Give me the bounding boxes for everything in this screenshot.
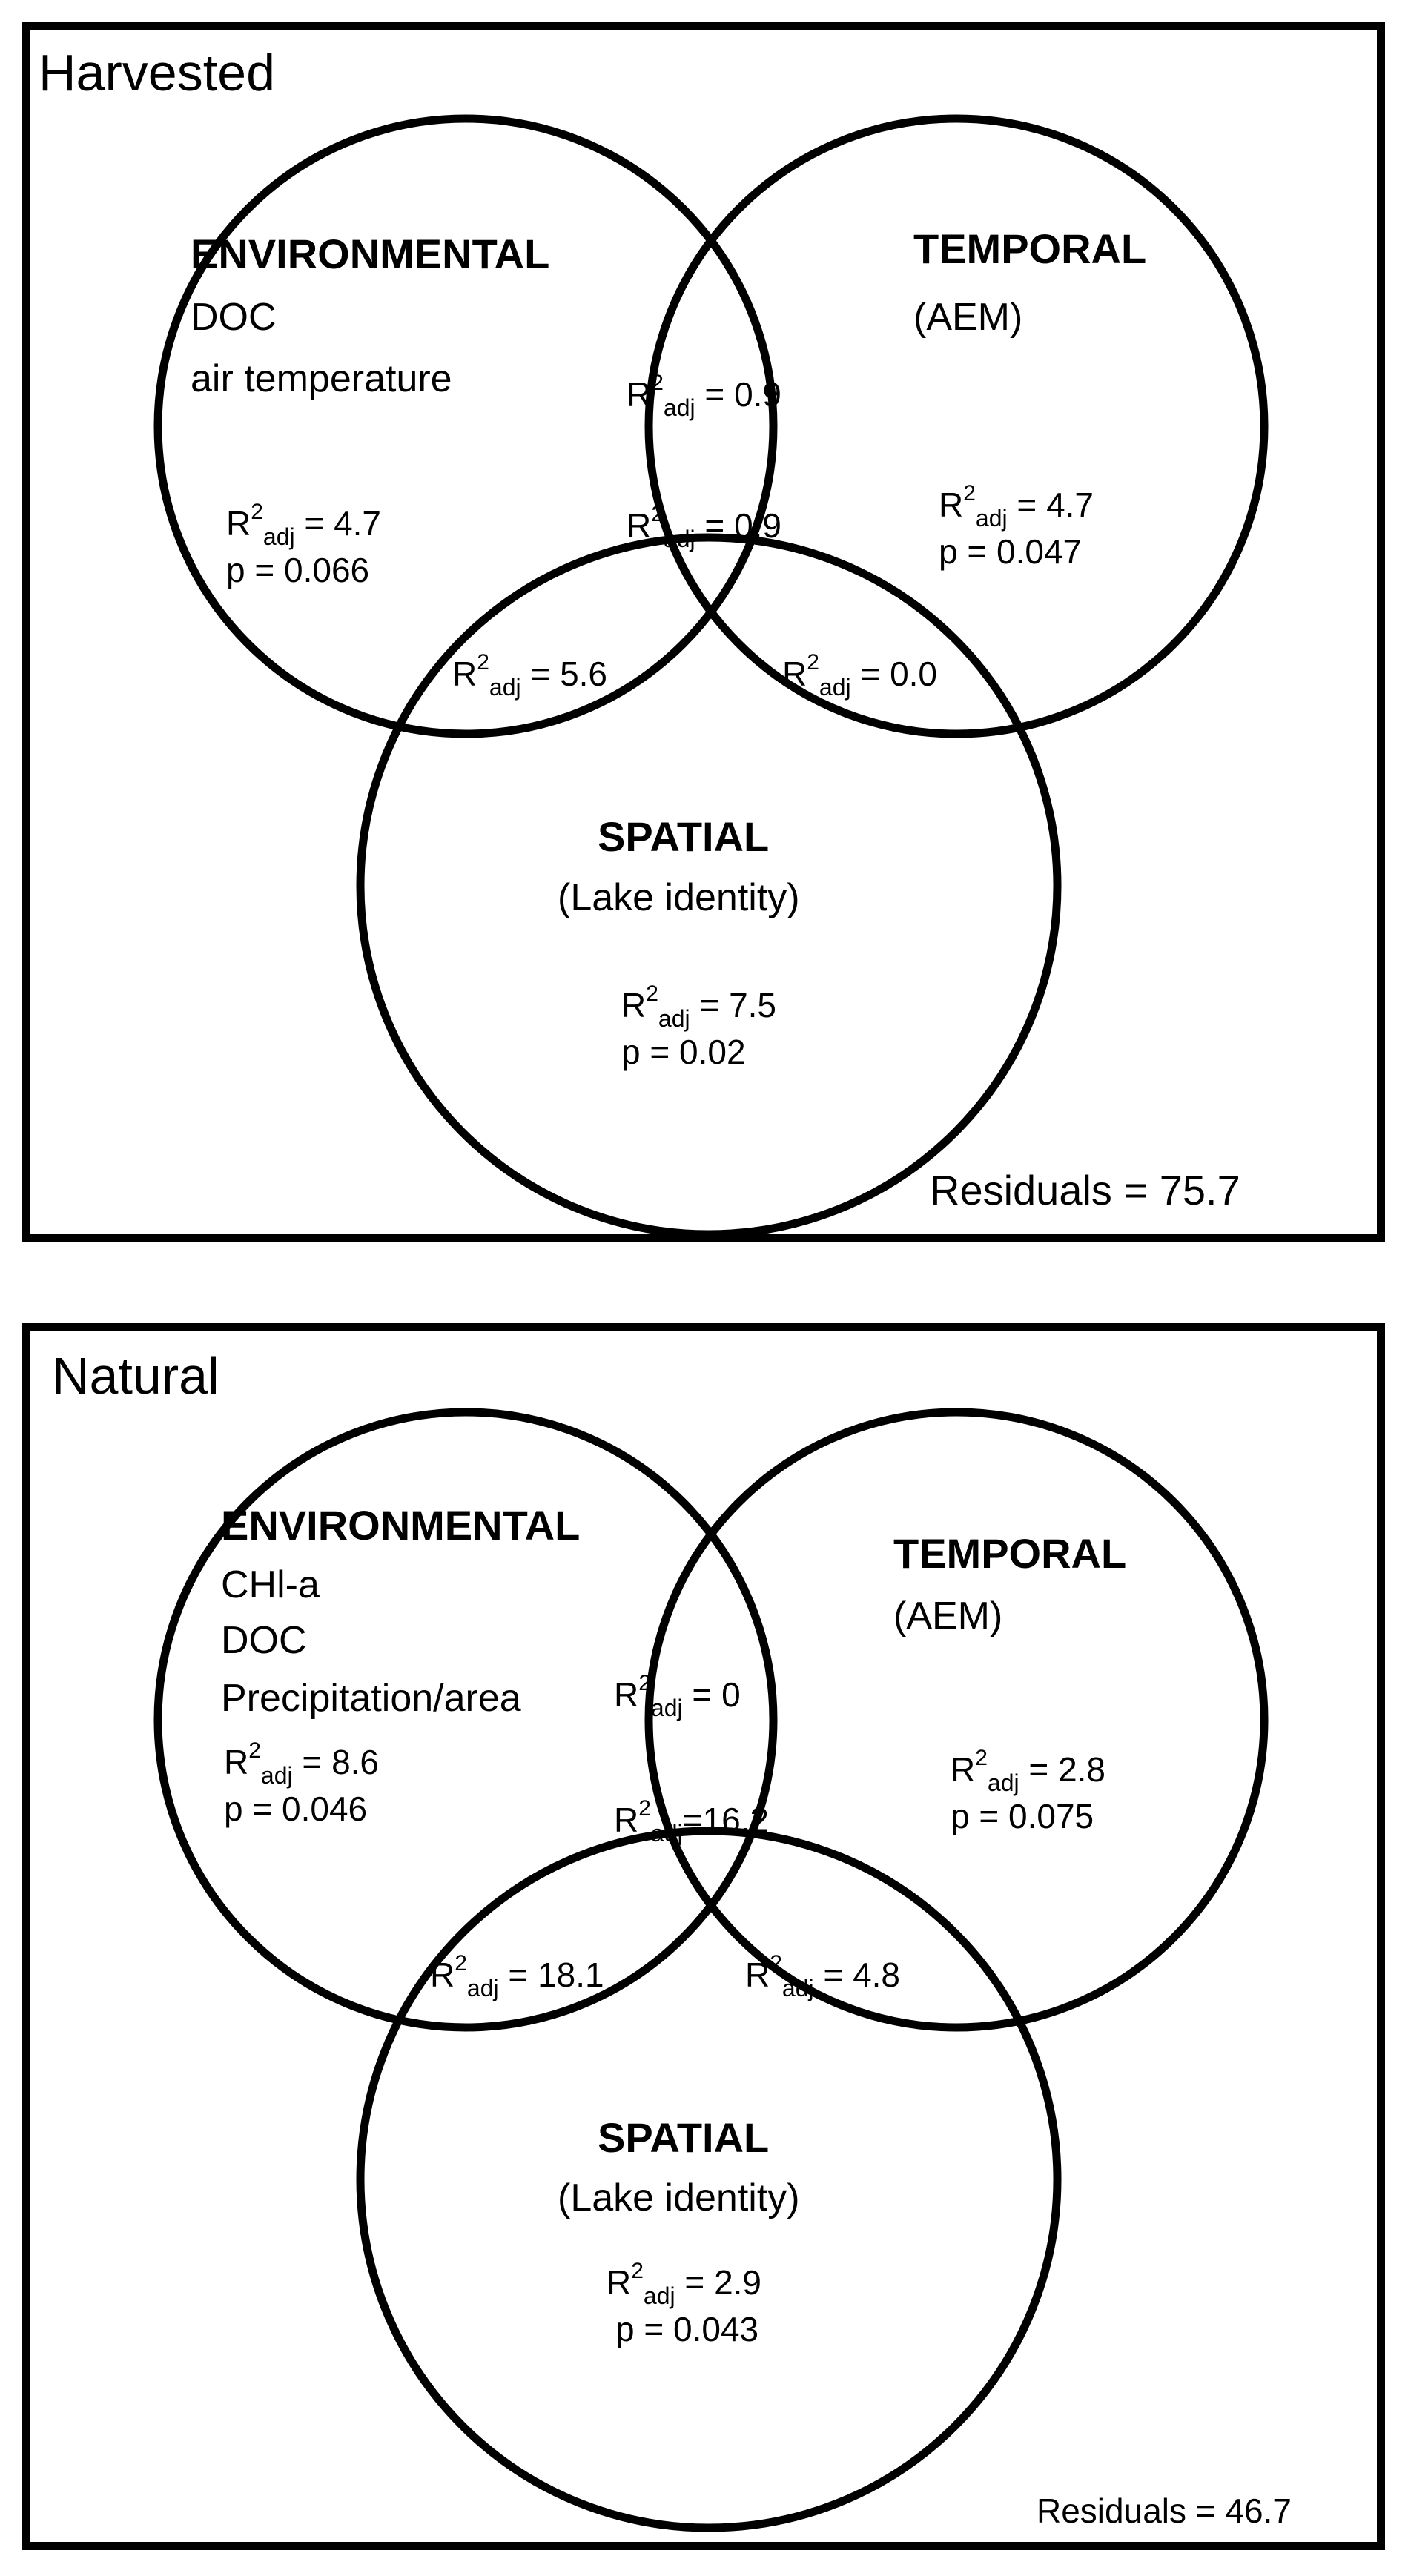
environmental-r2: $R^2_{adj} = 8.6$	[224, 1738, 380, 1789]
temporal-label: TEMPORAL	[893, 1530, 1127, 1577]
temporal-spatial-overlap-r2: $R^2_{adj} = 4.8$	[745, 1951, 901, 2001]
harvested-venn-diagram	[0, 0, 1408, 1260]
environmental-variable: air temperature	[191, 357, 452, 400]
spatial-label: SPATIAL	[598, 2114, 770, 2161]
spatial-label: SPATIAL	[598, 813, 770, 860]
residuals-label: Residuals = 46.7	[1037, 2491, 1292, 2530]
temporal-p-value: p = 0.075	[951, 1797, 1094, 1835]
environmental-variable: DOC	[191, 296, 277, 339]
spatial-p-value: p = 0.02	[621, 1033, 746, 1071]
spatial-r2: $R^2_{adj} = 2.9$	[607, 2259, 762, 2309]
all-three-overlap-r2: $R^2_{adj} = 0.9$	[627, 502, 782, 552]
spatial-subtitle: (Lake identity)	[558, 876, 800, 919]
residuals-label: Residuals = 75.7	[930, 1167, 1240, 1213]
environmental-p-value: p = 0.066	[226, 551, 370, 589]
env-spatial-overlap-r2: $R^2_{adj} = 5.6$	[452, 650, 608, 701]
temporal-spatial-overlap-r2: $R^2_{adj} = 0.0$	[782, 650, 938, 701]
environmental-label: ENVIRONMENTAL	[221, 1502, 581, 1549]
temporal-subtitle: (AEM)	[913, 296, 1023, 339]
env-temporal-overlap-r2: $R^2_{adj} = 0.9$	[627, 371, 782, 421]
temporal-r2: $R^2_{adj} = 2.8$	[951, 1746, 1106, 1796]
temporal-subtitle: (AEM)	[893, 1595, 1003, 1638]
env-spatial-overlap-r2: $R^2_{adj} = 18.1$	[430, 1951, 604, 2001]
natural-venn-diagram	[0, 1316, 1408, 2576]
temporal-label: TEMPORAL	[913, 225, 1147, 272]
environmental-label: ENVIRONMENTAL	[191, 231, 550, 277]
panel-title: Harvested	[39, 44, 276, 102]
environmental-variable: DOC	[221, 1619, 307, 1662]
environmental-p-value: p = 0.046	[224, 1789, 368, 1828]
spatial-p-value: p = 0.043	[615, 2310, 759, 2348]
spatial-subtitle: (Lake identity)	[558, 2176, 800, 2219]
temporal-r2: $R^2_{adj} = 4.7$	[939, 481, 1094, 532]
environmental-r2: $R^2_{adj} = 4.7$	[226, 500, 382, 550]
temporal-p-value: p = 0.047	[939, 532, 1083, 571]
environmental-variable: CHl-a	[221, 1563, 320, 1606]
spatial-r2: $R^2_{adj} = 7.5$	[621, 981, 777, 1032]
panel-title: Natural	[52, 1347, 219, 1405]
env-temporal-overlap-r2: $R^2_{adj} = 0$	[614, 1671, 741, 1721]
all-three-overlap-r2: $R^2_{adj}=16.2$	[614, 1796, 770, 1847]
environmental-variable: Precipitation/area	[221, 1677, 521, 1720]
